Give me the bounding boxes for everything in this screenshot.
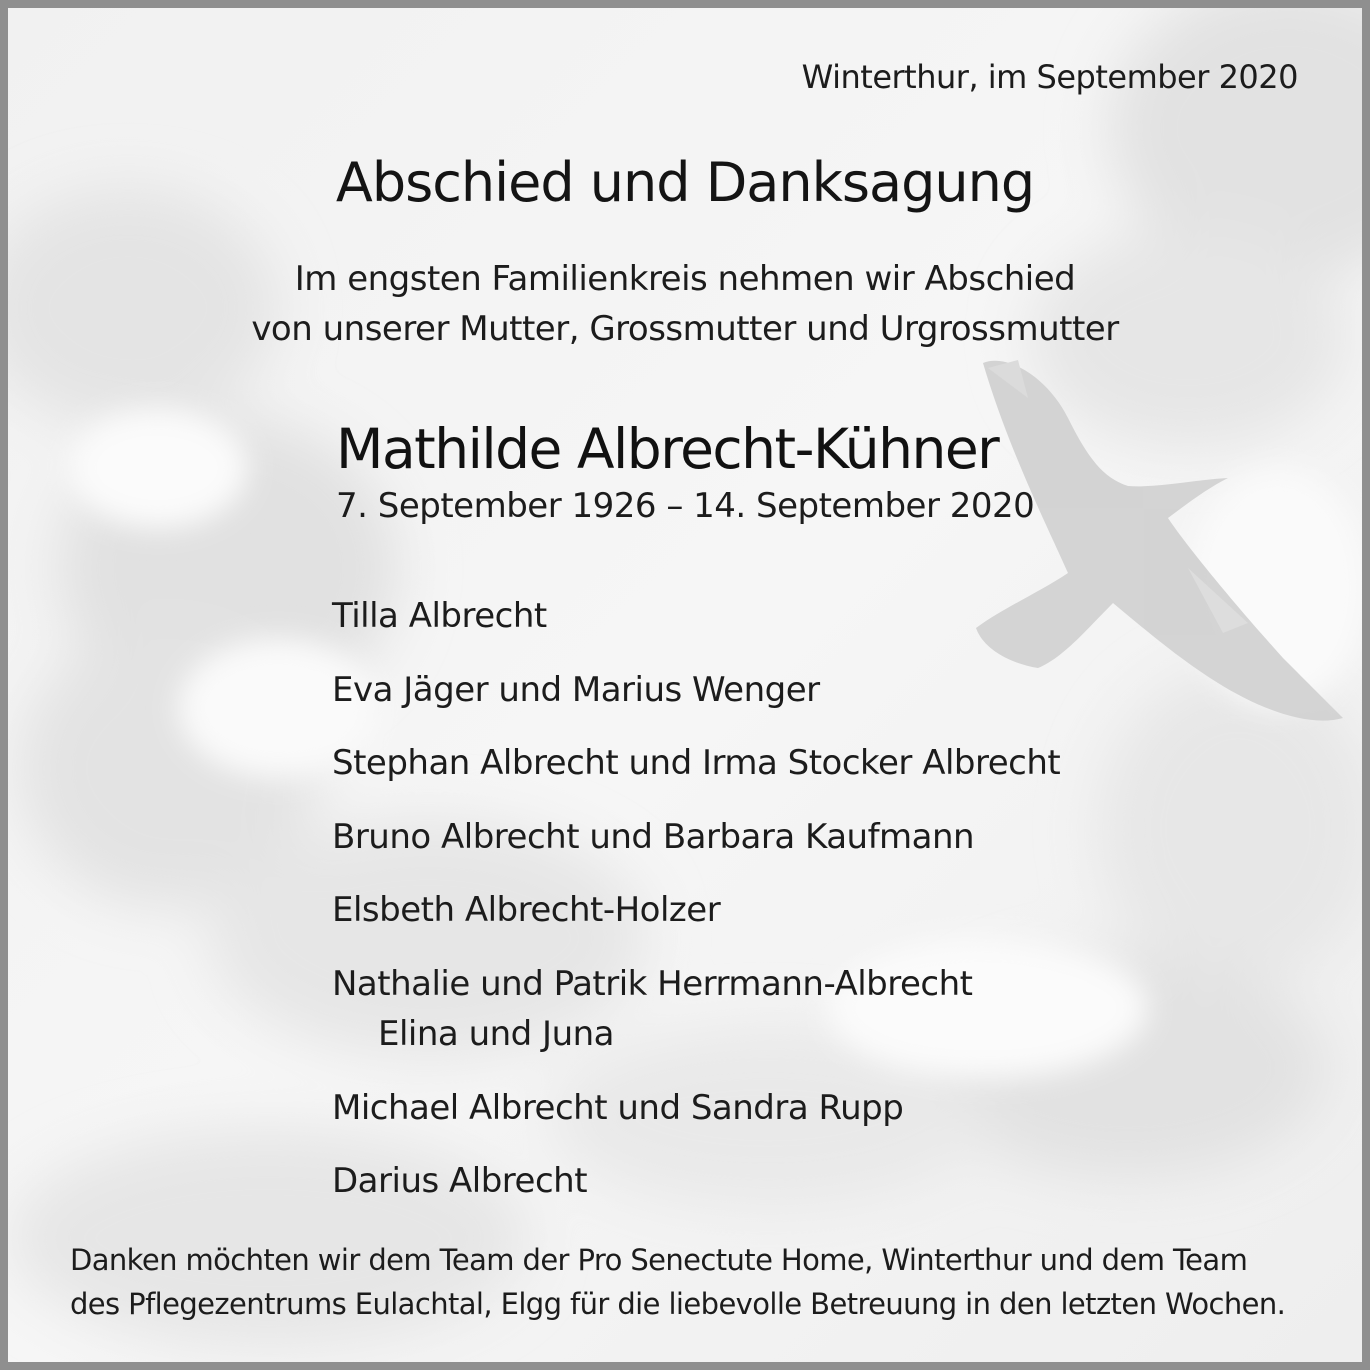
intro-line: von unserer Mutter, Grossmutter und Urgrossmutter: [251, 309, 1119, 349]
mourner-name: Elina und Juna: [378, 1014, 615, 1054]
mourner-name: Tilla Albrecht: [332, 596, 547, 636]
mourner-name: Bruno Albrecht und Barbara Kaufmann: [332, 817, 975, 857]
thanks-line: Danken möchten wir dem Team der Pro Senectute Home, Winterthur und dem Team: [70, 1243, 1248, 1277]
life-dates: 7. September 1926 – 14. September 2020: [336, 486, 1035, 526]
intro-line: Im engsten Familienkreis nehmen wir Abschied: [294, 259, 1076, 299]
mourner-name: Stephan Albrecht und Irma Stocker Albrecht: [332, 743, 1061, 783]
mourner-name: Eva Jäger und Marius Wenger: [332, 670, 820, 710]
deceased-name: Mathilde Albrecht-Kühner: [336, 417, 999, 481]
mourner-name: Nathalie und Patrik Herrmann-Albrecht: [332, 964, 973, 1004]
notice-title: Abschied und Danksagung: [335, 151, 1035, 214]
mourner-name: Elsbeth Albrecht-Holzer: [332, 890, 721, 930]
mourner-name: Darius Albrecht: [332, 1161, 588, 1201]
thanks-line: des Pflegezentrums Eulachtal, Elgg für die liebevolle Betreuung in den letzten Wochen.: [70, 1287, 1286, 1321]
dateline: Winterthur, im September 2020: [801, 58, 1298, 96]
mourner-name: Michael Albrecht und Sandra Rupp: [332, 1088, 904, 1128]
